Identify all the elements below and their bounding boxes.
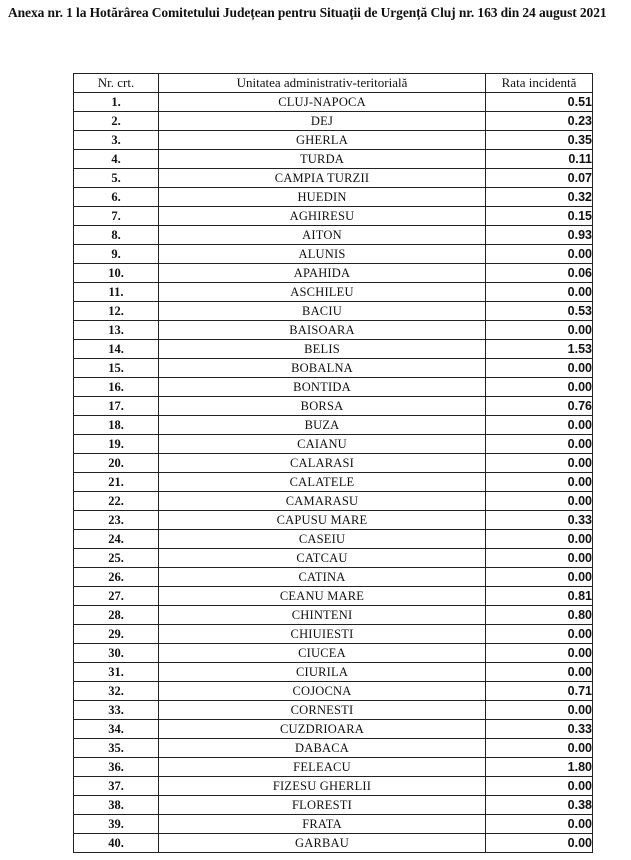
table-row bbox=[74, 93, 593, 112]
table-row bbox=[74, 511, 593, 530]
row-number: 34. bbox=[74, 720, 159, 739]
table-row bbox=[74, 834, 593, 853]
incidence-rate: 0.00 bbox=[486, 625, 593, 644]
row-number: 15. bbox=[74, 359, 159, 378]
incidence-rate: 0.11 bbox=[486, 150, 593, 169]
unit-name: CIURILA bbox=[159, 663, 486, 682]
row-number: 3. bbox=[74, 131, 159, 150]
unit-name: CLUJ-NAPOCA bbox=[159, 93, 486, 112]
table-row bbox=[74, 777, 593, 796]
table-row bbox=[74, 378, 593, 397]
row-number: 40. bbox=[74, 834, 159, 853]
row-number: 26. bbox=[74, 568, 159, 587]
row-number: 39. bbox=[74, 815, 159, 834]
row-number: 31. bbox=[74, 663, 159, 682]
row-number: 18. bbox=[74, 416, 159, 435]
unit-name: ALUNIS bbox=[159, 245, 486, 264]
row-number: 35. bbox=[74, 739, 159, 758]
incidence-rate: 0.00 bbox=[486, 644, 593, 663]
unit-name: FIZESU GHERLII bbox=[159, 777, 486, 796]
unit-name: CATINA bbox=[159, 568, 486, 587]
row-number: 11. bbox=[74, 283, 159, 302]
row-number: 4. bbox=[74, 150, 159, 169]
table-row bbox=[74, 302, 593, 321]
table-row bbox=[74, 321, 593, 340]
table-row bbox=[74, 150, 593, 169]
row-number: 8. bbox=[74, 226, 159, 245]
unit-name: CAMARASU bbox=[159, 492, 486, 511]
incidence-rate: 1.53 bbox=[486, 340, 593, 359]
table-row bbox=[74, 435, 593, 454]
row-number: 37. bbox=[74, 777, 159, 796]
unit-name: BUZA bbox=[159, 416, 486, 435]
row-number: 32. bbox=[74, 682, 159, 701]
incidence-rate: 0.00 bbox=[486, 815, 593, 834]
table-row bbox=[74, 169, 593, 188]
incidence-rate: 0.71 bbox=[486, 682, 593, 701]
table-row bbox=[74, 245, 593, 264]
document-title: Anexa nr. 1 la Hotărârea Comitetului Județean pentru Situații de Urgență Cluj nr. 163 din 24 august 2021 bbox=[8, 5, 607, 20]
table-row bbox=[74, 663, 593, 682]
incidence-rate: 0.15 bbox=[486, 207, 593, 226]
incidence-rate: 0.00 bbox=[486, 454, 593, 473]
row-number: 20. bbox=[74, 454, 159, 473]
unit-name: CASEIU bbox=[159, 530, 486, 549]
unit-name: CALARASI bbox=[159, 454, 486, 473]
table-row bbox=[74, 397, 593, 416]
unit-name: CAMPIA TURZII bbox=[159, 169, 486, 188]
incidence-rate: 0.00 bbox=[486, 834, 593, 853]
unit-name: GHERLA bbox=[159, 131, 486, 150]
row-number: 5. bbox=[74, 169, 159, 188]
column-header-unit: Unitatea administrativ-teritorială bbox=[159, 74, 486, 93]
incidence-rate: 0.32 bbox=[486, 188, 593, 207]
unit-name: CALATELE bbox=[159, 473, 486, 492]
unit-name: BONTIDA bbox=[159, 378, 486, 397]
table-row bbox=[74, 530, 593, 549]
unit-name: ASCHILEU bbox=[159, 283, 486, 302]
incidence-rate-table bbox=[73, 73, 593, 853]
row-number: 2. bbox=[74, 112, 159, 131]
incidence-rate: 0.33 bbox=[486, 511, 593, 530]
incidence-rate: 0.53 bbox=[486, 302, 593, 321]
incidence-rate: 0.00 bbox=[486, 568, 593, 587]
table-row bbox=[74, 644, 593, 663]
unit-name: DEJ bbox=[159, 112, 486, 131]
unit-name: BELIS bbox=[159, 340, 486, 359]
row-number: 19. bbox=[74, 435, 159, 454]
table-row bbox=[74, 492, 593, 511]
table-row bbox=[74, 454, 593, 473]
row-number: 10. bbox=[74, 264, 159, 283]
row-number: 17. bbox=[74, 397, 159, 416]
unit-name: CAIANU bbox=[159, 435, 486, 454]
table-row bbox=[74, 606, 593, 625]
unit-name: BOBALNA bbox=[159, 359, 486, 378]
table-row bbox=[74, 739, 593, 758]
incidence-rate: 0.00 bbox=[486, 321, 593, 340]
row-number: 23. bbox=[74, 511, 159, 530]
row-number: 27. bbox=[74, 587, 159, 606]
row-number: 30. bbox=[74, 644, 159, 663]
table-header-row bbox=[74, 74, 593, 93]
incidence-rate: 0.76 bbox=[486, 397, 593, 416]
incidence-rate: 0.00 bbox=[486, 492, 593, 511]
row-number: 28. bbox=[74, 606, 159, 625]
unit-name: APAHIDA bbox=[159, 264, 486, 283]
row-number: 24. bbox=[74, 530, 159, 549]
incidence-rate: 0.51 bbox=[486, 93, 593, 112]
row-number: 25. bbox=[74, 549, 159, 568]
table-row bbox=[74, 264, 593, 283]
table-row bbox=[74, 587, 593, 606]
incidence-rate: 0.00 bbox=[486, 283, 593, 302]
table-row bbox=[74, 815, 593, 834]
table-body bbox=[74, 93, 593, 853]
table-row bbox=[74, 340, 593, 359]
incidence-rate: 0.00 bbox=[486, 701, 593, 720]
incidence-rate: 0.00 bbox=[486, 359, 593, 378]
unit-name: CAPUSU MARE bbox=[159, 511, 486, 530]
incidence-rate: 0.00 bbox=[486, 663, 593, 682]
row-number: 33. bbox=[74, 701, 159, 720]
unit-name: GARBAU bbox=[159, 834, 486, 853]
table-row bbox=[74, 112, 593, 131]
unit-name: BACIU bbox=[159, 302, 486, 321]
table-row bbox=[74, 131, 593, 150]
table-row bbox=[74, 701, 593, 720]
unit-name: CUZDRIOARA bbox=[159, 720, 486, 739]
incidence-rate: 0.38 bbox=[486, 796, 593, 815]
incidence-rate: 0.06 bbox=[486, 264, 593, 283]
row-number: 36. bbox=[74, 758, 159, 777]
table-row bbox=[74, 568, 593, 587]
incidence-rate: 0.93 bbox=[486, 226, 593, 245]
column-header-rate: Rata incidentă bbox=[486, 74, 593, 93]
row-number: 21. bbox=[74, 473, 159, 492]
table-row bbox=[74, 226, 593, 245]
unit-name: CHIUIESTI bbox=[159, 625, 486, 644]
incidence-rate: 0.00 bbox=[486, 435, 593, 454]
table-row bbox=[74, 549, 593, 568]
unit-name: FLORESTI bbox=[159, 796, 486, 815]
unit-name: BORSA bbox=[159, 397, 486, 416]
unit-name: BAISOARA bbox=[159, 321, 486, 340]
incidence-rate: 0.80 bbox=[486, 606, 593, 625]
incidence-rate: 0.07 bbox=[486, 169, 593, 188]
incidence-rate: 0.00 bbox=[486, 378, 593, 397]
unit-name: COJOCNA bbox=[159, 682, 486, 701]
incidence-rate: 0.00 bbox=[486, 549, 593, 568]
row-number: 1. bbox=[74, 93, 159, 112]
unit-name: CHINTENI bbox=[159, 606, 486, 625]
unit-name: DABACA bbox=[159, 739, 486, 758]
incidence-rate: 0.23 bbox=[486, 112, 593, 131]
table-row bbox=[74, 796, 593, 815]
incidence-rate: 0.00 bbox=[486, 777, 593, 796]
incidence-rate: 0.00 bbox=[486, 739, 593, 758]
table-row bbox=[74, 188, 593, 207]
incidence-rate: 0.00 bbox=[486, 416, 593, 435]
table-row bbox=[74, 625, 593, 644]
unit-name: CEANU MARE bbox=[159, 587, 486, 606]
row-number: 13. bbox=[74, 321, 159, 340]
row-number: 9. bbox=[74, 245, 159, 264]
table-row bbox=[74, 473, 593, 492]
row-number: 6. bbox=[74, 188, 159, 207]
unit-name: AGHIRESU bbox=[159, 207, 486, 226]
row-number: 22. bbox=[74, 492, 159, 511]
table-row bbox=[74, 283, 593, 302]
incidence-rate: 0.35 bbox=[486, 131, 593, 150]
incidence-rate: 0.33 bbox=[486, 720, 593, 739]
unit-name: CIUCEA bbox=[159, 644, 486, 663]
table-row bbox=[74, 207, 593, 226]
column-header-nr: Nr. crt. bbox=[74, 74, 159, 93]
row-number: 29. bbox=[74, 625, 159, 644]
row-number: 38. bbox=[74, 796, 159, 815]
incidence-rate: 0.81 bbox=[486, 587, 593, 606]
incidence-rate: 0.00 bbox=[486, 473, 593, 492]
row-number: 7. bbox=[74, 207, 159, 226]
unit-name: CATCAU bbox=[159, 549, 486, 568]
unit-name: AITON bbox=[159, 226, 486, 245]
incidence-rate: 1.80 bbox=[486, 758, 593, 777]
unit-name: FRATA bbox=[159, 815, 486, 834]
unit-name: HUEDIN bbox=[159, 188, 486, 207]
row-number: 16. bbox=[74, 378, 159, 397]
row-number: 12. bbox=[74, 302, 159, 321]
incidence-rate: 0.00 bbox=[486, 530, 593, 549]
unit-name: TURDA bbox=[159, 150, 486, 169]
table-row bbox=[74, 682, 593, 701]
table-row bbox=[74, 758, 593, 777]
table-row bbox=[74, 720, 593, 739]
unit-name: CORNESTI bbox=[159, 701, 486, 720]
unit-name: FELEACU bbox=[159, 758, 486, 777]
row-number: 14. bbox=[74, 340, 159, 359]
table-row bbox=[74, 359, 593, 378]
incidence-rate: 0.00 bbox=[486, 245, 593, 264]
table-row bbox=[74, 416, 593, 435]
